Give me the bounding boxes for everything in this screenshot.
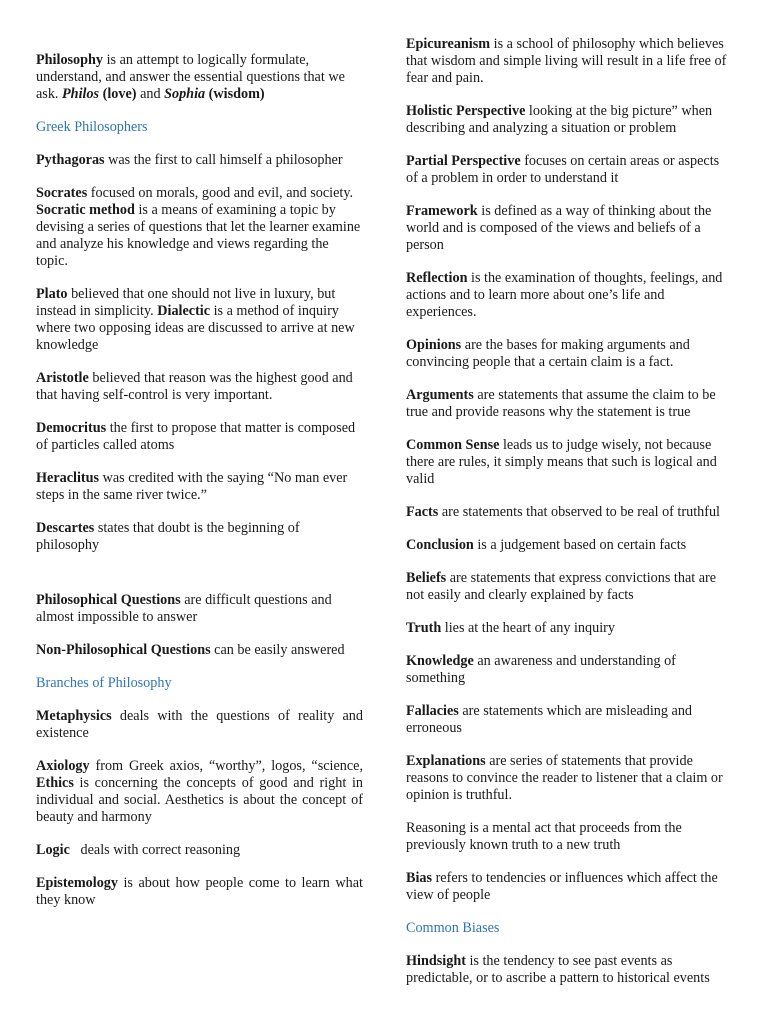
definition: are statements that express convictions that are not easily and clearly explained by facts [406, 570, 717, 603]
term-logic: Logic [36, 842, 70, 858]
term-conclusion: Conclusion [406, 537, 474, 553]
term-fallacies: Fallacies [406, 703, 459, 719]
term-arguments: Arguments [406, 387, 474, 403]
term-aristotle: Aristotle [36, 370, 89, 386]
term-framework: Framework [406, 203, 478, 219]
term-epicureanism: Epicureanism [406, 36, 491, 52]
definition: was credited with the saying “No man ever steps in the same river twice.” [36, 470, 348, 503]
term-opinions: Opinions [406, 337, 462, 353]
term-beliefs: Beliefs [406, 570, 447, 586]
term-wisdom: (wisdom) [205, 86, 265, 102]
definition: is concerning the concepts of good and right in individual and social. Aesthetics is about the concept of beauty and harmony [36, 775, 363, 825]
term-heraclitus: Heraclitus [36, 470, 100, 486]
entry-arguments [406, 387, 734, 421]
definition: is a means of examining a topic by devising a series of questions that let the learner examine and analyze his knowledge and views regarding the topic. [36, 202, 361, 269]
definition: is a school of philosophy which believes that wisdom and simple living will result in a life free of fear and pain. [406, 36, 727, 86]
right-column [406, 36, 734, 1003]
definition: refers to tendencies or influences which affect the view of people [406, 870, 718, 903]
entry-non-philosophical-questions [36, 642, 363, 659]
entry-epistemology [36, 875, 363, 909]
definition: focuses on certain areas or aspects of a problem in order to understand it [406, 153, 720, 186]
entry-hindsight [406, 953, 734, 987]
definition: believed that reason was the highest good and that having self-control is very important. [36, 370, 353, 403]
entry-epicureanism [406, 36, 734, 87]
definition: are the bases for making arguments and convincing people that a certain claim is a fact. [406, 337, 690, 370]
definition: from Greek axios, “worthy”, logos, “science, [89, 758, 363, 774]
definition: can be easily answered [210, 642, 345, 658]
term-ethics: Ethics [36, 775, 74, 791]
definition: believed that one should not live in luxury, but instead in simplicity. [36, 286, 336, 319]
definition: is about how people come to learn what they know [36, 875, 363, 908]
definition: are series of statements that provide reasons to convince the reader to listener that a claim or opinion is truthful. [406, 753, 723, 803]
term-non-philosophical-questions: Non-Philosophical Questions [36, 642, 211, 658]
section-heading-common-biases: Common Biases [406, 920, 500, 936]
entry-facts [406, 504, 734, 521]
term-metaphysics: Metaphysics [36, 708, 112, 724]
entry-logic [36, 842, 363, 859]
definition: leads us to judge wisely, not because there are rules, it simply means that such is logical and valid [406, 437, 717, 487]
entry-plato [36, 286, 363, 354]
entry-bias [406, 870, 734, 904]
definition: deals with the questions of reality and existence [36, 708, 363, 741]
entry-explanations [406, 753, 734, 804]
term-sophia: Sophia [164, 86, 206, 102]
term-descartes: Descartes [36, 520, 95, 536]
definition: are statements that observed to be real of truthful [438, 504, 720, 520]
definition: are difficult questions and almost impossible to answer [36, 592, 332, 625]
definition: is defined as a way of thinking about the world and is composed of the views and beliefs of a person [406, 203, 712, 253]
entry-holistic-perspective [406, 103, 734, 137]
term-hindsight: Hindsight [406, 953, 466, 969]
term-epistemology: Epistemology [36, 875, 118, 891]
entry-philosophical-questions [36, 592, 363, 626]
term-common-sense: Common Sense [406, 437, 500, 453]
term-bias: Bias [406, 870, 433, 886]
term-pythagoras: Pythagoras [36, 152, 105, 168]
entry-common-sense [406, 437, 734, 488]
definition: are statements that assume the claim to be true and provide reasons why the statement is true [406, 387, 716, 420]
term-love: (love) [99, 86, 137, 102]
entry-opinions [406, 337, 734, 371]
entry-philosophy [36, 52, 363, 103]
term-truth: Truth [406, 620, 442, 636]
definition: lies at the heart of any inquiry [441, 620, 615, 636]
term-democritus: Democritus [36, 420, 107, 436]
term-facts: Facts [406, 504, 439, 520]
entry-partial-perspective [406, 153, 734, 187]
entry-metaphysics [36, 708, 363, 742]
entry-conclusion [406, 537, 734, 554]
term-holistic-perspective: Holistic Perspective [406, 103, 526, 119]
entry-reflection [406, 270, 734, 321]
entry-reasoning [406, 820, 734, 854]
entry-socrates [36, 185, 363, 270]
entry-pythagoras [36, 152, 363, 169]
definition: is the examination of thoughts, feelings, and actions and to learn more about one’s life and experiences. [406, 270, 723, 320]
entry-heraclitus [36, 470, 363, 504]
entry-democritus [36, 420, 363, 454]
conjunction: and [136, 86, 165, 102]
definition: focused on morals, good and evil, and society. [87, 185, 354, 201]
definition: deals with correct reasoning [69, 842, 241, 858]
section-heading-greek-philosophers: Greek Philosophers [36, 119, 148, 135]
term-plato: Plato [36, 286, 68, 302]
term-dialectic: Dialectic [157, 303, 211, 319]
term-philos: Philos [62, 86, 100, 102]
term-explanations: Explanations [406, 753, 486, 769]
definition: the first to propose that matter is composed of particles called atoms [36, 420, 356, 453]
entry-axiology [36, 758, 363, 826]
entry-truth [406, 620, 734, 637]
term-socratic-method: Socratic method [36, 202, 135, 218]
term-knowledge: Knowledge [406, 653, 474, 669]
definition: states that doubt is the beginning of philosophy [36, 520, 300, 553]
term-axiology: Axiology [36, 758, 90, 774]
term-philosophical-questions: Philosophical Questions [36, 592, 181, 608]
section-heading-branches-of-philosophy: Branches of Philosophy [36, 675, 172, 691]
definition: is a judgement based on certain facts [473, 537, 687, 553]
entry-aristotle [36, 370, 363, 404]
left-column [36, 52, 363, 925]
definition: an awareness and understanding of something [406, 653, 676, 686]
term-partial-perspective: Partial Perspective [406, 153, 521, 169]
definition: is an attempt to logically formulate, understand, and answer the essential questions that we ask. [36, 52, 345, 102]
term-socrates: Socrates [36, 185, 88, 201]
definition: Reasoning is a mental act that proceeds from the previously known truth to a new truth [406, 820, 682, 853]
entry-beliefs [406, 570, 734, 604]
term-reflection: Reflection [406, 270, 468, 286]
term-philosophy: Philosophy [36, 52, 104, 68]
entry-framework [406, 203, 734, 254]
entry-fallacies [406, 703, 734, 737]
definition: looking at the big picture” when describing and analyzing a situation or problem [406, 103, 713, 136]
definition: was the first to call himself a philosopher [104, 152, 343, 168]
definition: are statements which are misleading and erroneous [406, 703, 693, 736]
entry-descartes [36, 520, 363, 554]
entry-knowledge [406, 653, 734, 687]
definition: is the tendency to see past events as predictable, or to ascribe a pattern to historical events [406, 953, 710, 986]
definition: is a method of inquiry where two opposing ideas are discussed to arrive at new knowledge [36, 303, 355, 353]
